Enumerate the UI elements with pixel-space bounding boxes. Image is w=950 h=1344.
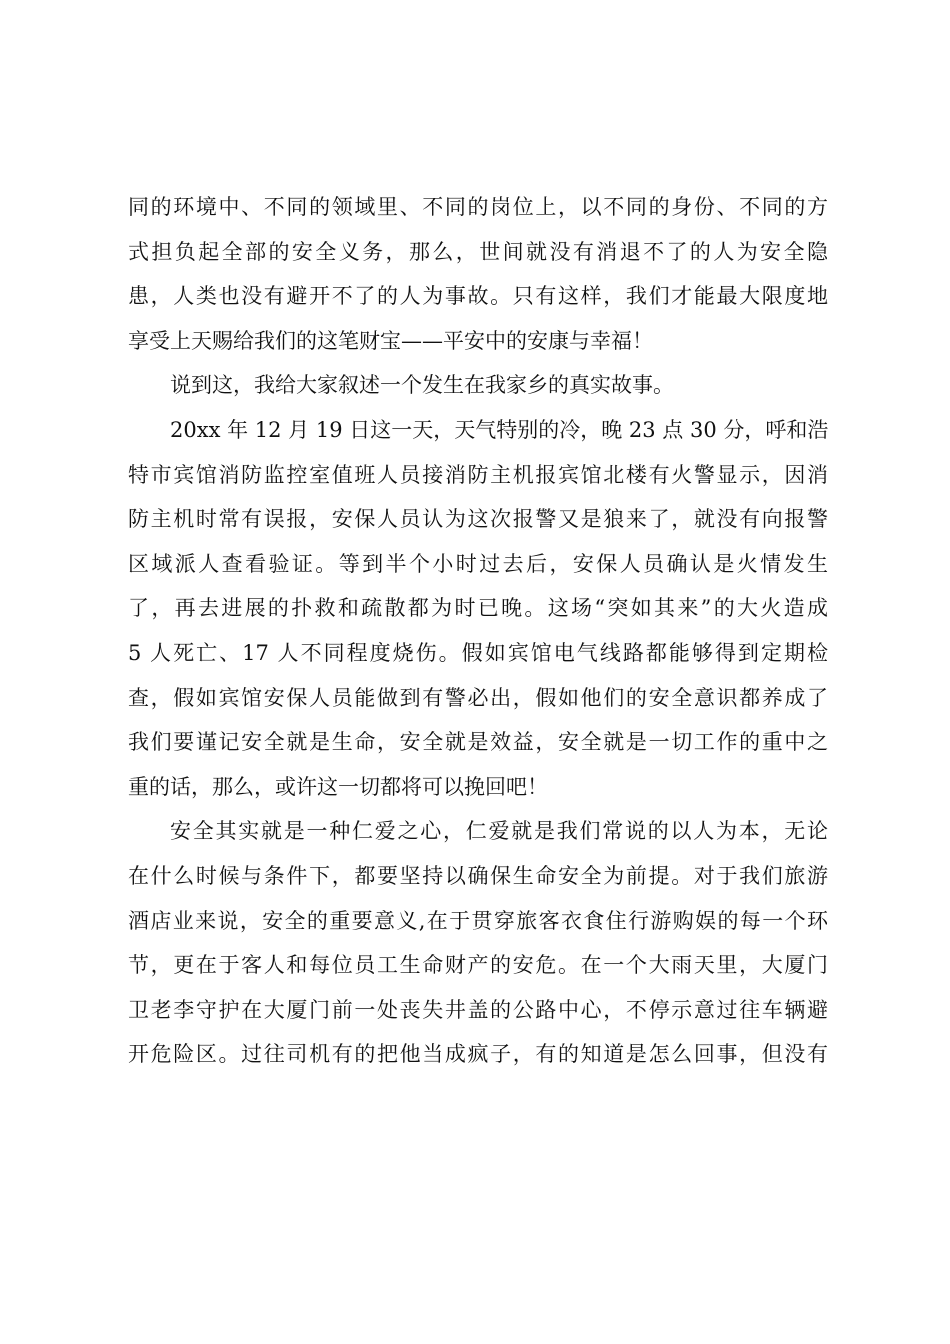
text-line: 5 人死亡、17 人不同程度烧伤。假如宾馆电气线路都能够得到定期检 [128, 640, 828, 665]
text-line: 卫老李守护在大厦门前一处丧失井盖的公路中心，不停示意过往车辆避 [128, 997, 828, 1022]
text-line: 说到这，我给大家叙述一个发生在我家乡的真实故事。 [170, 373, 674, 398]
text-line: 我们要谨记安全就是生命，安全就是效益，安全就是一切工作的重中之 [128, 730, 828, 755]
document-body [128, 185, 828, 1077]
text-line: 式担负起全部的安全义务，那么，世间就没有消退不了的人为安全隐 [128, 239, 828, 264]
text-line: 享受上天赐给我们的这笔财宝——平安中的安康与幸福！ [128, 328, 653, 353]
text-line: 安全其实就是一种仁爱之心，仁爱就是我们常说的以人为本，无论 [170, 819, 828, 844]
text-line: 防主机时常有误报，安保人员认为这次报警又是狼来了，就没有向报警 [128, 507, 828, 532]
text-line: 了，再去进展的扑救和疏散都为时已晚。这场“突如其来”的大火造成 [128, 596, 828, 621]
text-line: 酒店业来说，安全的重要意义,在于贯穿旅客衣食住行游购娱的每一个环 [128, 908, 828, 933]
text-line: 区域派人查看验证。等到半个小时过去后，安保人员确认是火情发生 [128, 551, 828, 576]
text-line: 20xx 年 12 月 19 日这一天，天气特别的冷，晚 23 点 30 分，呼和浩 [170, 417, 829, 442]
text-line: 患，人类也没有避开不了的人为事故。只有这样，我们才能最大限度地 [128, 284, 828, 309]
text-line: 查，假如宾馆安保人员能做到有警必出，假如他们的安全意识都养成了 [128, 685, 828, 710]
text-line: 特市宾馆消防监控室值班人员接消防主机报宾馆北楼有火警显示，因消 [128, 462, 828, 487]
text-line: 在什么时候与条件下，都要坚持以确保生命安全为前提。对于我们旅游 [128, 863, 828, 888]
text-line: 开危险区。过往司机有的把他当成疯子，有的知道是怎么回事，但没有 [128, 1042, 828, 1067]
text-line: 重的话，那么，或许这一切都将可以挽回吧！ [128, 774, 548, 799]
text-line: 节，更在于客人和每位员工生命财产的安危。在一个大雨天里，大厦门 [128, 953, 828, 978]
text-line: 同的环境中、不同的领域里、不同的岗位上，以不同的身份、不同的方 [128, 195, 828, 219]
